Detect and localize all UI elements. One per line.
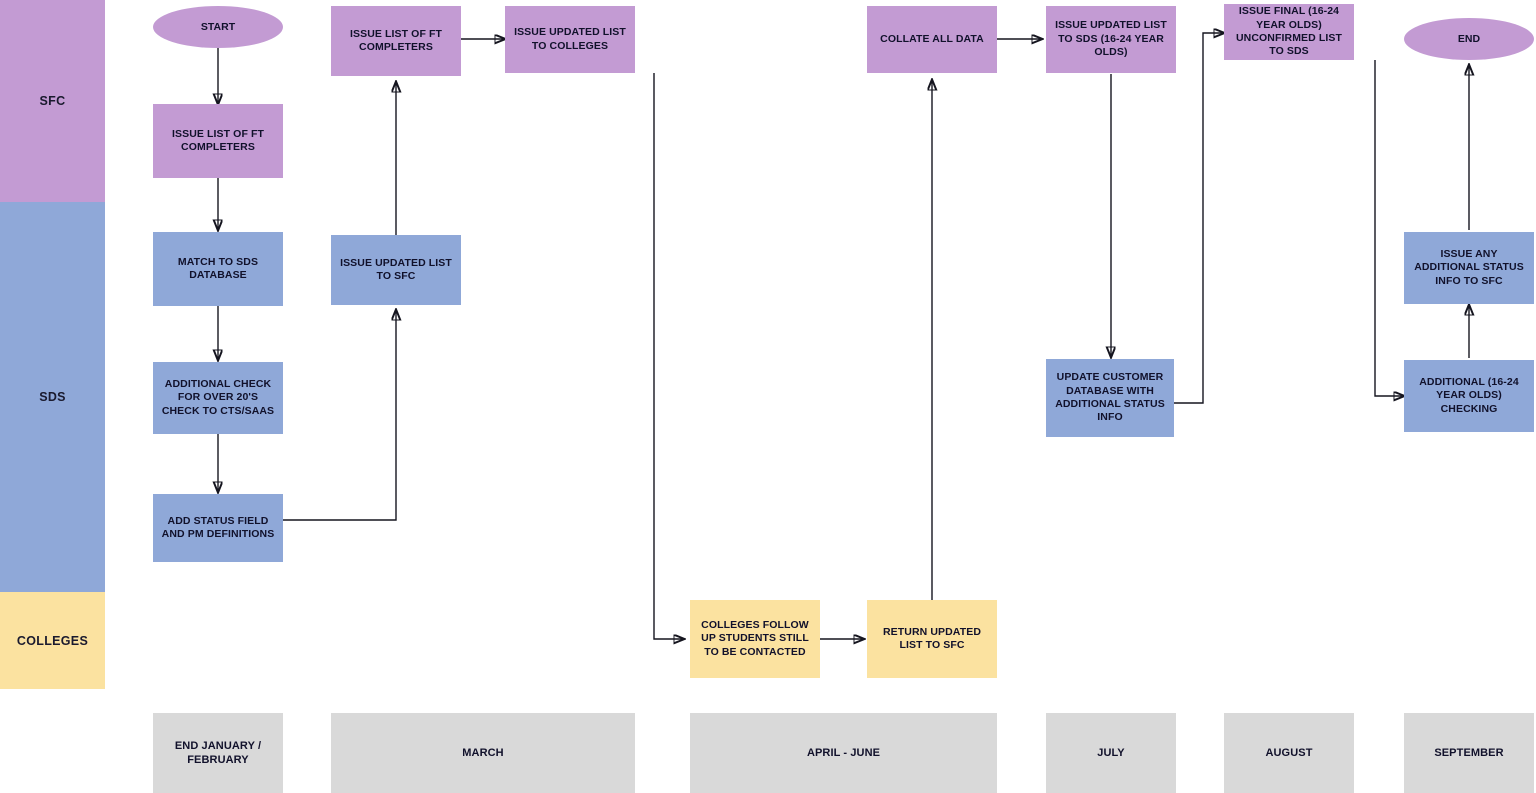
timeline-august: [1224, 713, 1354, 793]
node-colleges-follow-up: [690, 600, 820, 678]
node-label: ADDITIONAL (16-24 YEAR OLDS) CHECKING: [1419, 375, 1519, 415]
node-label: ISSUE FINAL (16-24 YEAR OLDS) UNCONFIRMED LIST TO SDS: [1235, 5, 1342, 58]
node-issue-list-ft-completers-2: [331, 6, 461, 76]
swimlane-label: SFC: [39, 94, 66, 108]
node-label: COLLEGES FOLLOW UP STUDENTS STILL TO BE CONTACTED: [701, 618, 809, 658]
swimlane-header-sfc: [0, 0, 105, 202]
terminator-start: [153, 6, 283, 48]
node-issue-updated-list-to-colleges: [505, 6, 635, 73]
node-label: ISSUE UPDATED LIST TO COLLEGES: [514, 26, 626, 52]
node-collate-all-data: [867, 6, 997, 73]
node-issue-updated-list-to-sds: [1046, 6, 1176, 73]
timeline-label: SEPTEMBER: [1434, 746, 1504, 759]
timeline-label: AUGUST: [1265, 746, 1313, 759]
swimlane-header-colleges: [0, 592, 105, 689]
node-update-customer-database: [1046, 359, 1174, 437]
node-label: ISSUE UPDATED LIST TO SDS (16-24 YEAR OLDS): [1055, 19, 1167, 59]
node-label: ADDITIONAL CHECK FOR OVER 20'S CHECK TO CTS/SAAS: [161, 377, 275, 417]
swimlane-label: SDS: [39, 390, 66, 404]
node-label: ADD STATUS FIELD AND PM DEFINITIONS: [161, 514, 275, 540]
node-additional-check-over-20s: [153, 362, 283, 434]
node-label: ISSUE UPDATED LIST TO SFC: [340, 256, 452, 282]
timeline-end-january-february: [153, 713, 283, 793]
node-issue-final-unconfirmed-list: [1224, 4, 1354, 60]
swimlane-header-sds: [0, 202, 105, 592]
node-label: ISSUE LIST OF FT COMPLETERS: [349, 27, 443, 53]
node-issue-any-additional-status-info: [1404, 232, 1534, 304]
node-label: COLLATE ALL DATA: [880, 32, 984, 45]
timeline-september: [1404, 713, 1534, 793]
node-label: RETURN UPDATED LIST TO SFC: [882, 625, 982, 651]
timeline-march: [331, 713, 635, 793]
timeline-label: APRIL - JUNE: [806, 746, 881, 759]
terminator-end: [1404, 18, 1534, 60]
node-match-to-sds-database: [153, 232, 283, 306]
node-label: UPDATE CUSTOMER DATABASE WITH ADDITIONAL STATUS INFO: [1055, 371, 1165, 424]
node-label: MATCH TO SDS DATABASE: [177, 255, 259, 281]
timeline-july: [1046, 713, 1176, 793]
timeline-label: JULY: [1097, 746, 1125, 759]
node-issue-updated-list-to-sfc: [331, 235, 461, 305]
node-add-status-field-pm-definitions: [153, 494, 283, 562]
node-return-updated-list-to-sfc: [867, 600, 997, 678]
swimlane-label: COLLEGES: [16, 633, 89, 648]
terminator-label: END: [1457, 33, 1481, 45]
node-issue-list-ft-completers-sfc: [153, 104, 283, 178]
timeline-label: END JANUARY / FEBRUARY: [174, 739, 262, 766]
node-label: ISSUE ANY ADDITIONAL STATUS INFO TO SFC: [1414, 247, 1524, 287]
terminator-label: START: [200, 21, 236, 33]
node-label: ISSUE LIST OF FT COMPLETERS: [171, 127, 265, 153]
node-additional-16-24-checking: [1404, 360, 1534, 432]
timeline-april-june: [690, 713, 997, 793]
timeline-label: MARCH: [462, 746, 504, 759]
